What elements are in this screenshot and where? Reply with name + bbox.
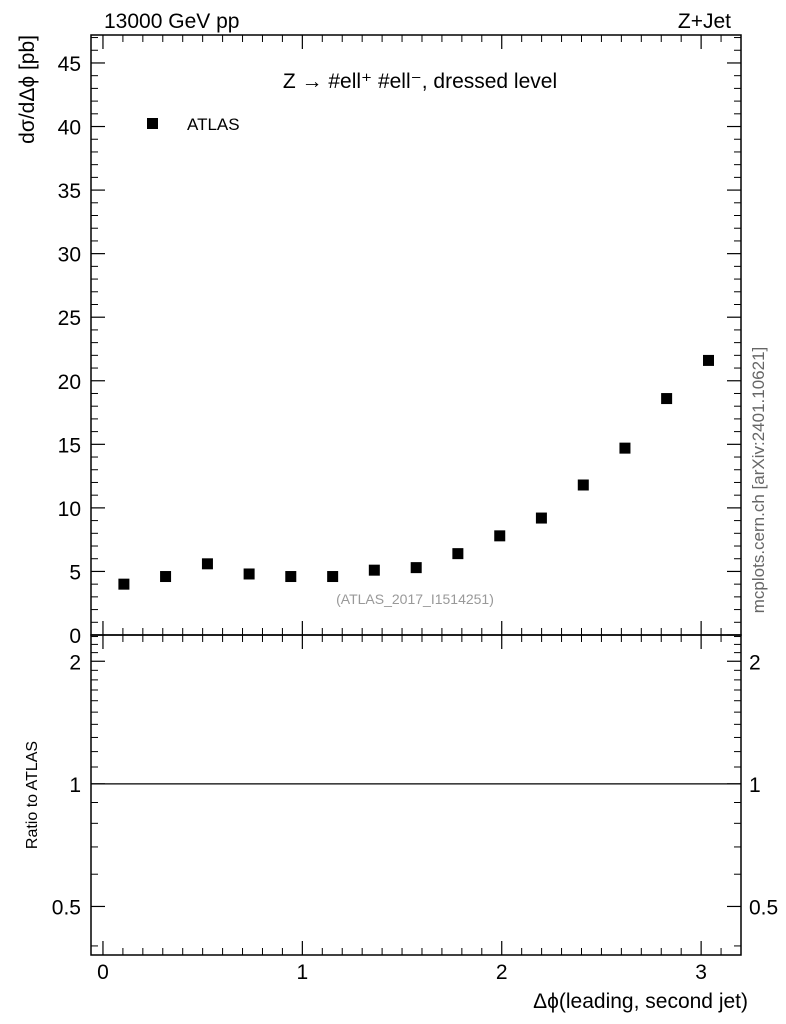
main-title: Z → #ell⁺ #ell⁻, dressed level: [282, 70, 558, 93]
header-right-label: Z+Jet: [677, 10, 731, 33]
ratio-x-axis: [97, 635, 721, 984]
main-y-tick-label: 35: [57, 180, 81, 204]
main-y-tick-label: 10: [57, 497, 81, 521]
main-y-axis-label: dσ/dΔϕ [pb]: [16, 35, 39, 144]
x-axis-label: Δϕ(leading, second jet): [533, 990, 748, 1013]
data-point-atlas: [244, 568, 255, 579]
ratio-y-tick-label-right: 2: [749, 651, 761, 675]
ratio-y-axis: [52, 637, 778, 946]
ratio-plot-frame: [91, 635, 741, 955]
main-y-tick-label: 45: [57, 52, 81, 76]
data-point-atlas: [703, 355, 714, 366]
data-point-atlas: [536, 513, 547, 524]
data-point-atlas: [661, 393, 672, 404]
ratio-y-tick-label-right: 1: [749, 773, 761, 797]
header-left-label: 13000 GeV pp: [104, 10, 240, 33]
ratio-y-tick-label-left: 2: [69, 651, 81, 675]
x-tick-label: 1: [296, 961, 309, 984]
main-panel: [16, 35, 741, 648]
legend-marker-atlas: [147, 118, 158, 129]
data-point-atlas: [202, 558, 213, 569]
data-point-atlas: [578, 480, 589, 491]
ratio-y-tick-label-left: 1: [69, 773, 81, 797]
data-point-atlas: [494, 530, 505, 541]
x-tick-label: 3: [695, 961, 707, 984]
data-point-atlas: [285, 571, 296, 582]
data-point-atlas: [619, 443, 630, 454]
ratio-y-tick-label-right: 0.5: [749, 896, 779, 920]
data-point-atlas: [369, 565, 380, 576]
data-point-atlas: [452, 548, 463, 559]
data-point-atlas: [411, 562, 422, 573]
data-point-atlas: [160, 571, 171, 582]
main-data-points: [118, 355, 714, 590]
x-tick-label: 2: [495, 961, 508, 984]
main-y-tick-label: 20: [57, 370, 81, 394]
main-y-tick-label: 40: [57, 116, 81, 140]
main-y-tick-label: 5: [69, 561, 81, 585]
main-annotation: (ATLAS_2017_I1514251): [336, 591, 494, 607]
data-point-atlas: [327, 571, 338, 582]
main-y-tick-label: 30: [57, 243, 81, 267]
data-point-atlas: [118, 579, 129, 590]
legend-label-atlas: ATLAS: [187, 115, 240, 134]
main-y-axis: [58, 38, 741, 648]
ratio-panel: [24, 635, 778, 1013]
x-tick-label: 0: [97, 961, 109, 984]
ratio-y-tick-label-left: 0.5: [51, 896, 81, 920]
main-y-tick-label: 15: [57, 434, 81, 458]
main-y-tick-label: 0: [69, 625, 81, 648]
side-label: mcplots.cern.ch [arXiv:2401.10621]: [749, 346, 768, 614]
main-y-tick-label: 25: [57, 307, 81, 331]
ratio-y-axis-label: Ratio to ATLAS: [24, 740, 41, 850]
